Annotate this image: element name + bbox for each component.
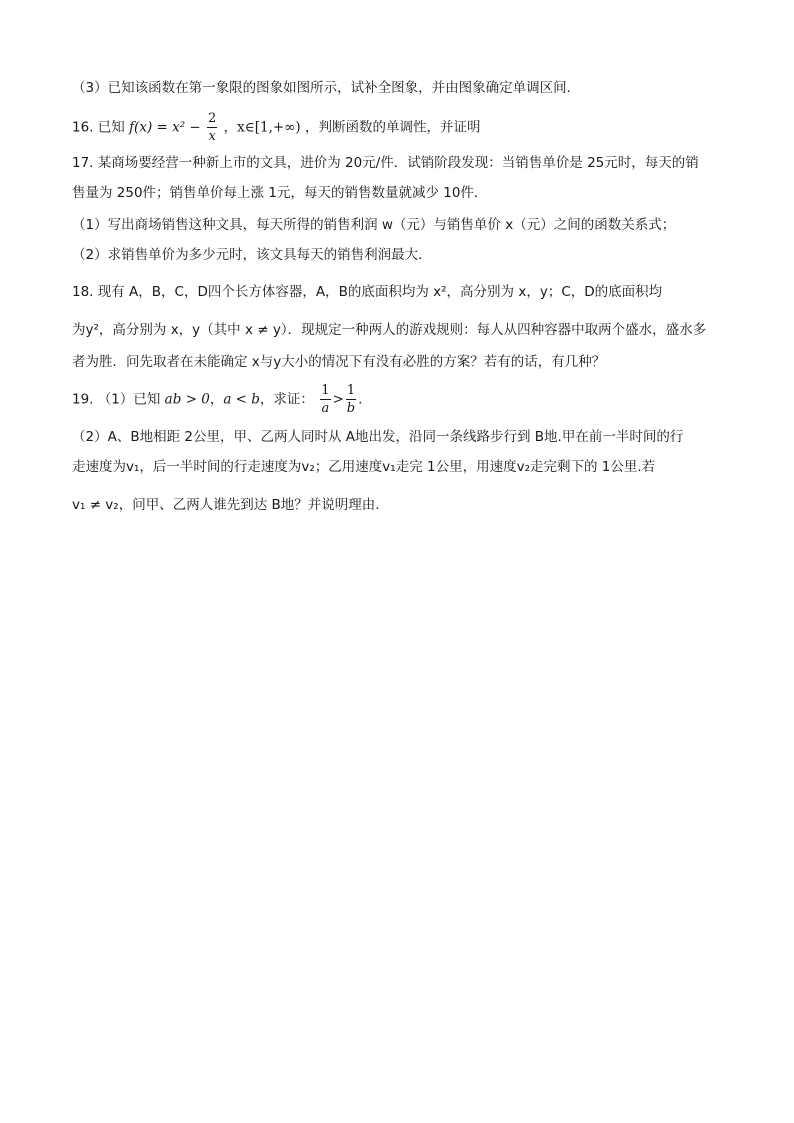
q15-part3-text: （3）已知该函数在第一象限的图象如图所示，试补全图象，并由图象确定单调区间. — [72, 80, 571, 96]
q17-line2 — [72, 184, 487, 202]
q18-line2-text: 为y²，高分别为 x，y（其中 x ≠ y）．现规定一种两人的游戏规则：每人从四种容器中取两个盛水，盛水多 — [72, 322, 707, 338]
q19-part2-line2 — [72, 458, 655, 476]
q18-line2 — [72, 321, 706, 339]
q16-domain: ，x∈[1,+∞) — [223, 119, 301, 136]
q15-part3 — [72, 79, 571, 97]
q17-part2 — [72, 246, 432, 264]
q19-condition-ab: ab > 0 — [164, 391, 210, 408]
q19-prove-label: ，求证： — [259, 391, 314, 408]
q17-line1 — [72, 154, 699, 172]
q18-line1-text: 18. 现有 A，B，C，D四个长方体容器，A，B的底面积均为 x²，高分别为 x，y；C，D的底面积均 — [72, 284, 663, 300]
q19-part2-line3 — [72, 496, 380, 514]
q19-period: . — [358, 391, 363, 408]
q19-part2-line3-text: v₁ ≠ v₂，问甲、乙两人谁先到达 B地？并说明理由. — [72, 497, 380, 513]
q19-lhs-numerator: 1 — [321, 383, 330, 398]
q18-line3 — [72, 353, 605, 371]
q19-lhs-fraction — [320, 383, 330, 416]
q19-part2-line2-text: 走速度为v₁，后一半时间的行走速度为v₂；乙用速度v₁走完 1公里，用速度v₂走完剩下的 1公里.若 — [72, 459, 656, 475]
q19-rhs-fraction — [346, 383, 356, 416]
q19-part2-line1 — [72, 428, 683, 446]
q19-lhs-denominator: a — [321, 401, 330, 416]
q19-greater-than: > — [332, 391, 344, 408]
q19-part2-line1-text: （2）A、B地相距 2公里，甲、乙两人同时从 A地出发，沿同一条线路步行到 B地.甲在前一半时间的行 — [72, 429, 684, 445]
q17-part2-text: （2）求销售单价为多少元时，该文具每天的销售利润最大． — [72, 247, 432, 263]
q17-part1-text: （1）写出商场销售这种文具，每天所得的销售利润 w（元）与销售单价 x（元）之间的函数关系式； — [72, 217, 676, 233]
q18-line3-text: 者为胜．问先取者在未能确定 x与y大小的情况下有没有必胜的方案？若有的话，有几种？ — [72, 354, 606, 370]
q16 — [72, 111, 480, 144]
q16-frac-numerator: 2 — [208, 111, 217, 126]
q19-part1 — [72, 383, 362, 416]
q19-rhs-numerator: 1 — [346, 383, 356, 398]
q16-suffix: ，判断函数的单调性，并证明 — [304, 119, 481, 136]
q16-prefix: 16. 已知 — [72, 119, 125, 136]
q17-line2-text: 售量为 250件；销售单价每上涨 1元，每天的销售数量就减少 10件． — [72, 185, 488, 201]
q16-frac-denominator: x — [208, 129, 216, 144]
q19-part1-prefix: 19. （1）已知 — [72, 391, 161, 408]
q19-condition-a-lt-b: a < b — [223, 391, 260, 408]
q18-line1 — [72, 283, 662, 301]
q17-line1-text: 17. 某商场要经营一种新上市的文具，进价为 20元/件．试销阶段发现：当销售单价是 25元时，每天的销 — [72, 155, 699, 171]
q19-rhs-denominator: b — [346, 401, 356, 416]
q16-function: f(x) = x² − — [129, 119, 201, 136]
q16-fraction — [207, 111, 217, 144]
q17-part1 — [72, 216, 675, 234]
q19-separator: ， — [209, 391, 224, 408]
